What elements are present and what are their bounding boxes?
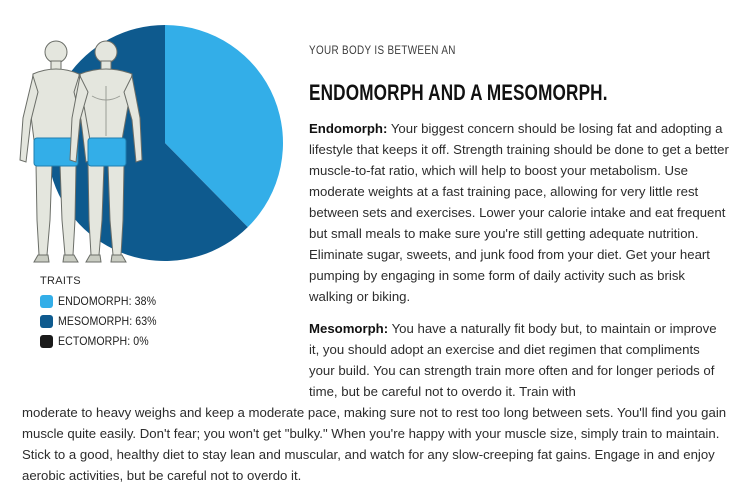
legend-item-mesomorph: [40, 311, 240, 331]
mesomorph-paragraph: [309, 318, 729, 402]
mesomorph-swatch: [40, 315, 53, 328]
endomorph-term: Endomorph:: [309, 121, 388, 136]
mesomorph-text-start: You have a naturally fit body but, to maintain or improve it, you should adopt an exercise and diet regimen that compliments your build. You can strength train more often and for longer periods of time, but be careful not to overdo it. Train with: [309, 321, 717, 399]
endomorph-paragraph: [309, 118, 729, 307]
result-headline: ENDOMORPH AND A MESOMORPH.: [309, 80, 608, 105]
legend-label: MESOMORPH: 63%: [58, 314, 157, 328]
endomorph-swatch: [40, 295, 53, 308]
endomorph-text: Your biggest concern should be losing fat and adopting a lifestyle that keeps it off. Strength training should be done to get a better muscle-to-fat ratio, which will help to boost your metabolism. Use moderate weights at a fast training pace, allowing for very little rest between sets and exercises. Lower your calorie intake and eat frequent but small meals to make sure you're still getting adequate nutrition. Eliminate sugar, sweets, and junk food from your diet. Get your heart pumping by engaging in some form of daily activity such as brisk walking or biking.: [309, 121, 729, 304]
legend-item-endomorph: [40, 291, 240, 311]
legend-item-ectomorph: [40, 331, 240, 351]
ectomorph-swatch: [40, 335, 53, 348]
result-eyebrow: YOUR BODY IS BETWEEN AN: [309, 45, 456, 57]
mesomorph-figure: [70, 41, 142, 262]
body-type-figure: [0, 0, 300, 280]
mesomorph-term: Mesomorph:: [309, 321, 389, 336]
legend-label: ENDOMORPH: 38%: [58, 294, 157, 308]
mesomorph-paragraph-continued: [22, 402, 734, 486]
mesomorph-text-end: moderate to heavy weighs and keep a moderate pace, making sure not to rest too long between sets. You'll find you gain muscle quite easily. Don't fear; you won't get "bulky." When you're happy with your muscle size, simply train to maintain. Stick to a good, healthy diet to stay lean and muscular, and watch for any slow-creeping fat gains. Engage in and enjoy aerobic activities, but be careful not to overdo it.: [22, 405, 727, 483]
traits-title: TRAITS: [40, 275, 81, 287]
traits-legend: [40, 275, 240, 351]
body-figures-illustration: [0, 0, 300, 280]
legend-label: ECTOMORPH: 0%: [58, 334, 149, 348]
